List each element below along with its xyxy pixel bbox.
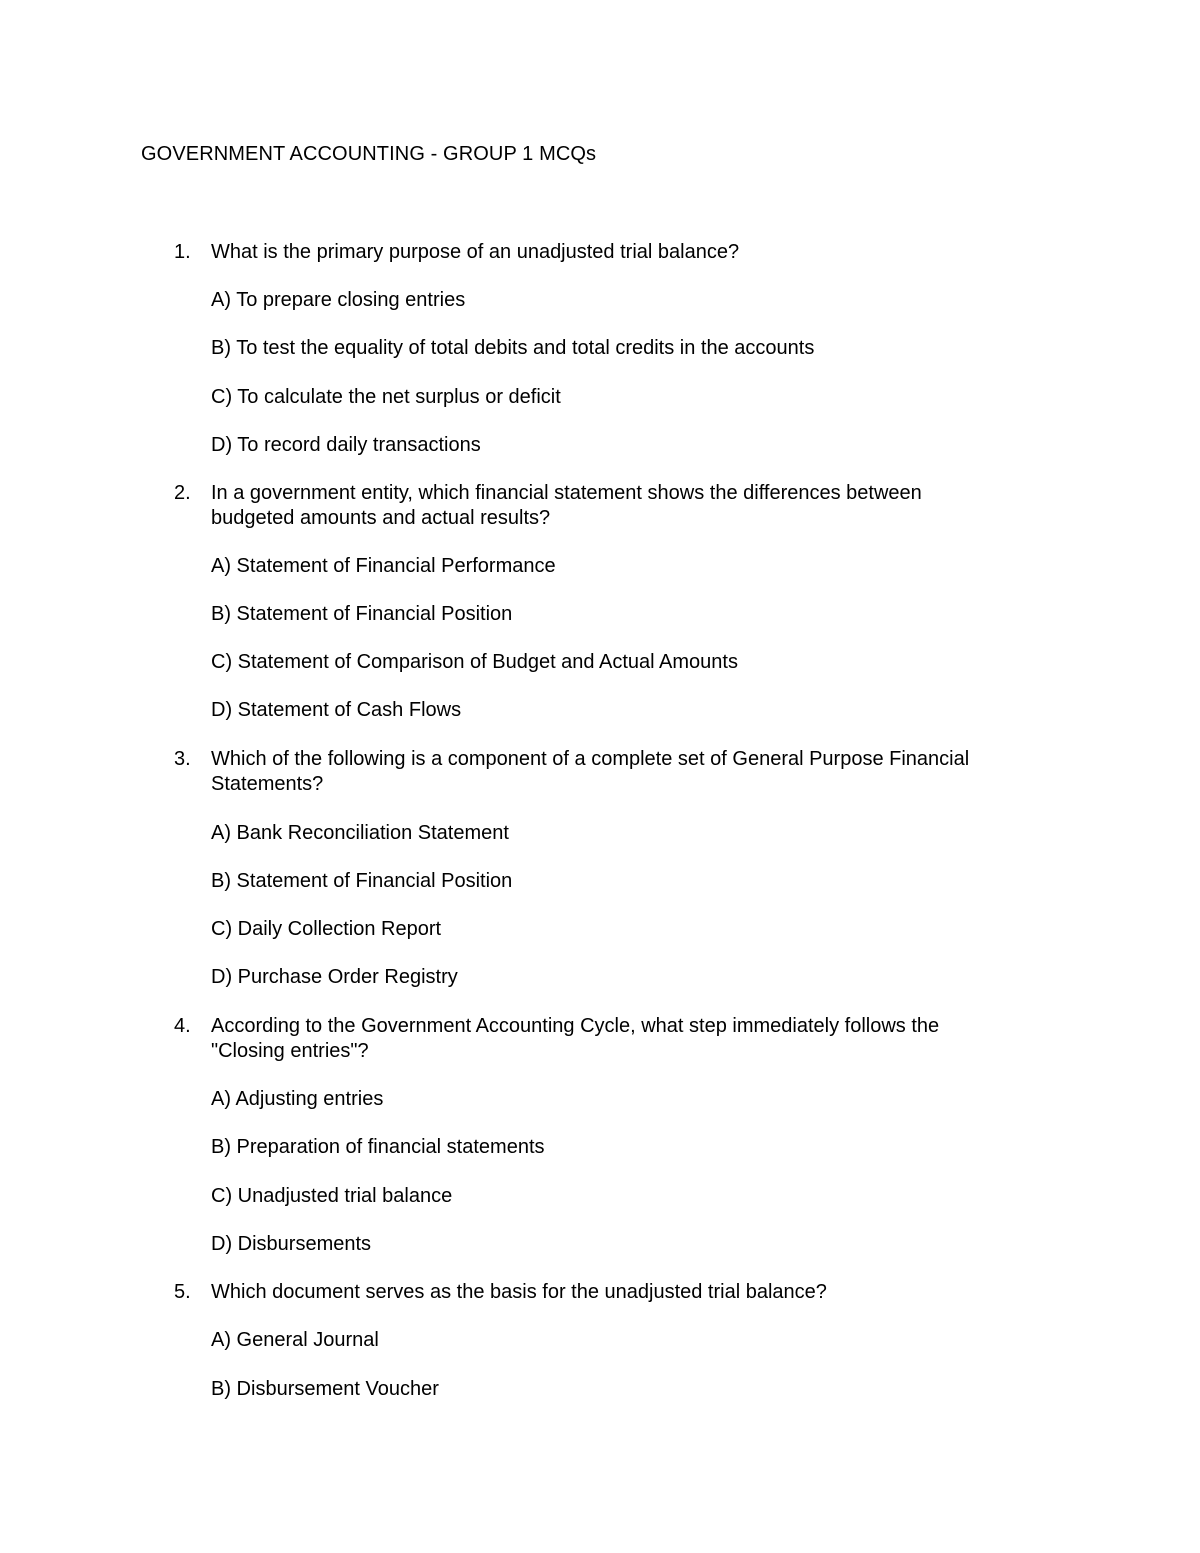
option-a: A) General Journal (211, 1329, 379, 1351)
question-text: Which of the following is a component of a complete set of General Purpose Financial Statements? (211, 748, 970, 795)
option-b: B) Statement of Financial Position (211, 603, 513, 625)
option-c: C) Statement of Comparison of Budget and Actual Amounts (211, 651, 738, 673)
option-b: B) To test the equality of total debits and total credits in the accounts (211, 337, 815, 359)
option-b: B) Disbursement Voucher (211, 1378, 439, 1400)
question-number: 1. (174, 241, 191, 263)
option-c: C) Unadjusted trial balance (211, 1185, 453, 1207)
option-b: B) Statement of Financial Position (211, 870, 513, 892)
question-text: In a government entity, which financial statement shows the differences between budgeted amounts and actual results? (211, 482, 922, 529)
option-a: A) Bank Reconciliation Statement (211, 822, 509, 844)
option-c: C) To calculate the net surplus or deficit (211, 386, 561, 408)
document-title: GOVERNMENT ACCOUNTING - GROUP 1 MCQs (141, 143, 597, 165)
option-c: C) Daily Collection Report (211, 918, 442, 940)
question-number: 3. (174, 748, 191, 770)
option-a: A) Adjusting entries (211, 1088, 384, 1110)
option-a: A) To prepare closing entries (211, 289, 466, 311)
option-d: D) Disbursements (211, 1233, 372, 1255)
option-a: A) Statement of Financial Performance (211, 555, 556, 577)
question-text: Which document serves as the basis for the unadjusted trial balance? (211, 1281, 827, 1303)
option-b: B) Preparation of financial statements (211, 1136, 545, 1158)
question-number: 5. (174, 1281, 191, 1303)
option-d: D) Statement of Cash Flows (211, 699, 462, 721)
option-d: D) To record daily transactions (211, 434, 481, 456)
question-text: What is the primary purpose of an unadjusted trial balance? (211, 241, 740, 263)
question-number: 2. (174, 482, 191, 504)
question-number: 4. (174, 1015, 191, 1037)
option-d: D) Purchase Order Registry (211, 966, 458, 988)
question-text: According to the Government Accounting Cycle, what step immediately follows the "Closing entries"? (211, 1015, 940, 1062)
